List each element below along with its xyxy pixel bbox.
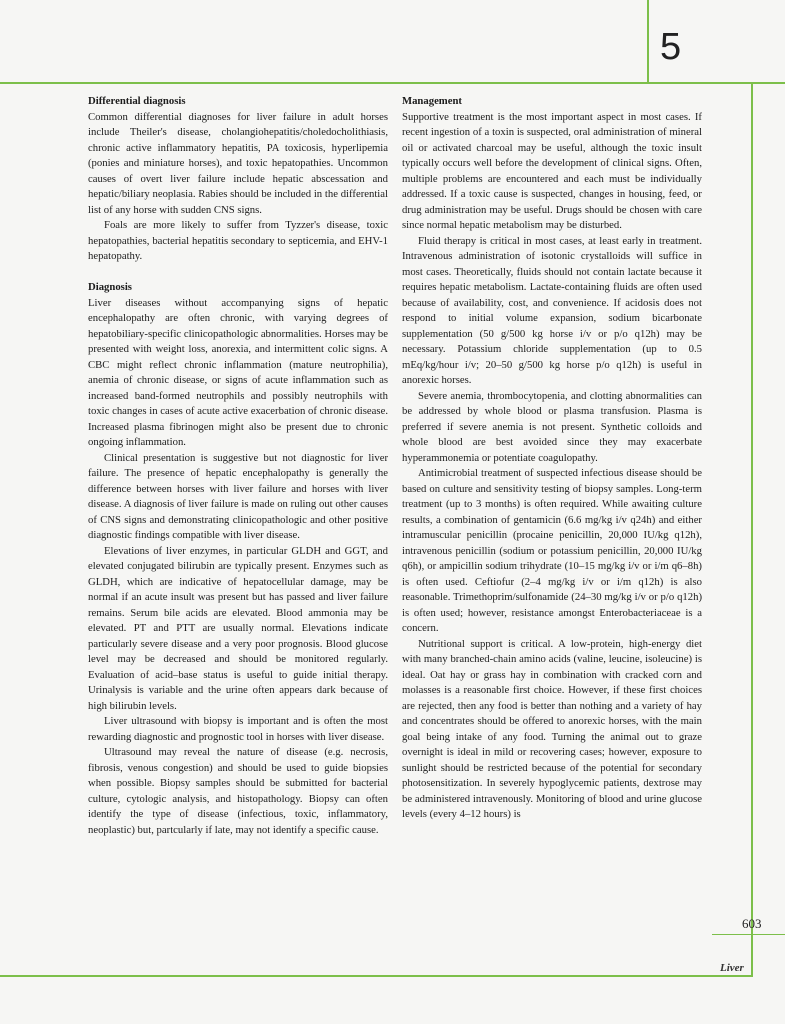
paragraph: Liver ultrasound with biopsy is important and is often the most rewarding diagnostic and prognostic tool in horses with liver disease.: [88, 715, 388, 743]
chapter-number: 5: [660, 26, 682, 68]
section-heading-management: Management: [402, 95, 462, 107]
paragraph: Liver diseases without accompanying signs of hepatic encephalopathy are often chronic, with varying degrees of hepatobiliary-specific clinicopathologic abnormalities. Horses may be presented with weight loss, anorexia, and intermittent colic signs. A CBC might reflect chronic inflammation (mature neutrophilia), anemia of chronic disease, or signs of acute inflammation such as increased band-formed neutrophils and possibly neutrophils with toxic changes in cases of acute active exacerbation of chronic disease. Increased plasma fibrinogen might also be present due to chronic ongoing inflammation.: [88, 296, 388, 448]
paragraph: Fluid therapy is critical in most cases, at least early in treatment. Intravenous administration of isotonic crystalloids will suffice in most cases. Theoretically, fluids should not contain lactate because it requires hepatic metabolism. Lactate-containing fluids are often used because of availability, cost, and convenience. If acidosis does not respond to initial volume expansion, sodium bicarbonate supplementation (50 g/500 kg horse i/v or p/o q12h) may be necessary. Potassium chloride supplementation (up to 0.5 mEq/kg/hour i/v; 20–50 g/500 kg horse p/o q12h) is useful in anorexic horses.: [402, 234, 702, 386]
running-footer-label: Liver: [720, 962, 744, 974]
side-margin-rule: [751, 84, 753, 977]
paragraph: Elevations of liver enzymes, in particular GLDH and GGT, and elevated conjugated bilirubin are typically present. Enzymes such as GLDH, which are indicative of hepatocellular damage, may be normal if an acute insult was present but has passed and liver failure remains. Serum bile acids are elevated. Blood ammonia may be elevated. PT and PTT are usually normal. Elevations indicate particularly severe disease and a very poor prognosis. Blood glucose level may be decreased and should be monitored regularly. Evaluation of acid–base status is useful to guide initial therapy. Urinalysis is variable and the urine often appears dark because of high bilirubin levels.: [88, 544, 388, 712]
top-rule: [0, 82, 648, 84]
paragraph: Ultrasound may reveal the nature of disease (e.g. necrosis, fibrosis, venous congestion) and should be used to guide biopsies when possible. Biopsy samples should be submitted for bacterial culture, cytologic analysis, and histopathology. Biopsy can often identify the type of disease (infectious, toxic, inflammatory, neoplastic) but, partcularly if late, may not identify a specific cause.: [88, 746, 388, 836]
chapter-tab-rule: [647, 0, 649, 84]
section-heading-differential: Differential diagnosis: [88, 95, 186, 107]
paragraph: Clinical presentation is suggestive but not diagnostic for liver failure. The presence of hepatic encephalopathy is generally the difference between horses with liver failure and horses with liver disease. A diagnosis of liver failure is made on ruling out other causes of CNS signs and demonstrating clinicopathologic and other positive diagnostic findings compatible with liver disease.: [88, 451, 388, 541]
right-column: [402, 94, 702, 823]
paragraph: Supportive treatment is the most important aspect in most cases. If recent ingestion of a toxin is suspected, oral administration of mineral oil or activated charcoal may be useful, although the toxic insult typically occurs well before the development of clinical signs. Often, multiple problems are encountered and each must be individually addressed. If a toxic cause is suspected, changes in housing, feed, or drug administration may be useful. Drugs should be chosen with care since normal hepatic metabolism may be disturbed.: [402, 110, 702, 231]
paragraph: Antimicrobial treatment of suspected infectious disease should be based on culture and sensitivity testing of biopsy samples. Long-term treatment (up to 3 months) is often required. While awaiting culture results, a combination of gentamicin (6.6 mg/kg i/v q24h) and either intramuscular penicillin (procaine penicillin, 20,000 IU/kg q12h), intravenous penicillin (sodium or potassium penicillin, 20,000 IU/kg q6h), or ampicillin sodium trihydrate (10–15 mg/kg i/v or i/m q6–8h) is often used. Ceftiofur (2–4 mg/kg i/v or i/m q12h) is also reasonable. Trimethoprim/sulfonamide (24–30 mg/kg i/v or p/o q12h) is often used; however, resistance amongst Enterobacteriaceae is a concern.: [402, 467, 702, 634]
tab-bottom-rule: [647, 82, 785, 84]
bottom-rule: [0, 975, 753, 977]
page-number: 603: [742, 916, 762, 931]
paragraph: Foals are more likely to suffer from Tyzzer's disease, toxic hepatopathies, bacterial hepatitis secondary to septicemia, and EHV-1 hepatopathy.: [88, 219, 388, 262]
section-heading-diagnosis: Diagnosis: [88, 281, 132, 293]
paragraph: Nutritional support is critical. A low-protein, high-energy diet with many branched-chain amino acids (valine, leucine, isoleucine) is ideal. Oat hay or grass hay in combination with cracked corn and molasses is a reasonable first choice. However, if these first choices are rejected, then any food is better than nothing and a variety of hay and concentrates should be offered to anorexic horses, with the main goal being intake of any food. Turning the animal out to graze overnight is ideal in mild or recovering cases; however, exposure to sunlight should be restricted because of the potential for secondary photosensitization. In severely hypoglycemic patients, dextrose may be administered intravenously. Monitoring of blood and urine glucose levels (every 4–12 hours) is: [402, 637, 702, 820]
paragraph: Severe anemia, thrombocytopenia, and clotting abnormalities can be addressed by whole blood or plasma transfusion. Plasma is preferred if severe anemia is not present. Synthetic colloids and whole blood are best avoided since they may exacerbate hyperammonemia or potentiate coagulopathy.: [402, 389, 702, 464]
page-number-rule: [712, 934, 785, 935]
left-column: [88, 94, 388, 838]
paragraph: Common differential diagnoses for liver failure in adult horses include Theiler's disease, cholangiohepatitis/choledocholithiasis, chronic active inflammatory hepatitis, PA toxicosis, hyperlipemia (ponies and miniature horses), and toxic hepatopathies. Uncommon causes of overt liver failure include hepatic abscessation and hepatic/biliary neoplasia. Rabies should be included in the differential list of any horse with sudden CNS signs.: [88, 110, 388, 216]
